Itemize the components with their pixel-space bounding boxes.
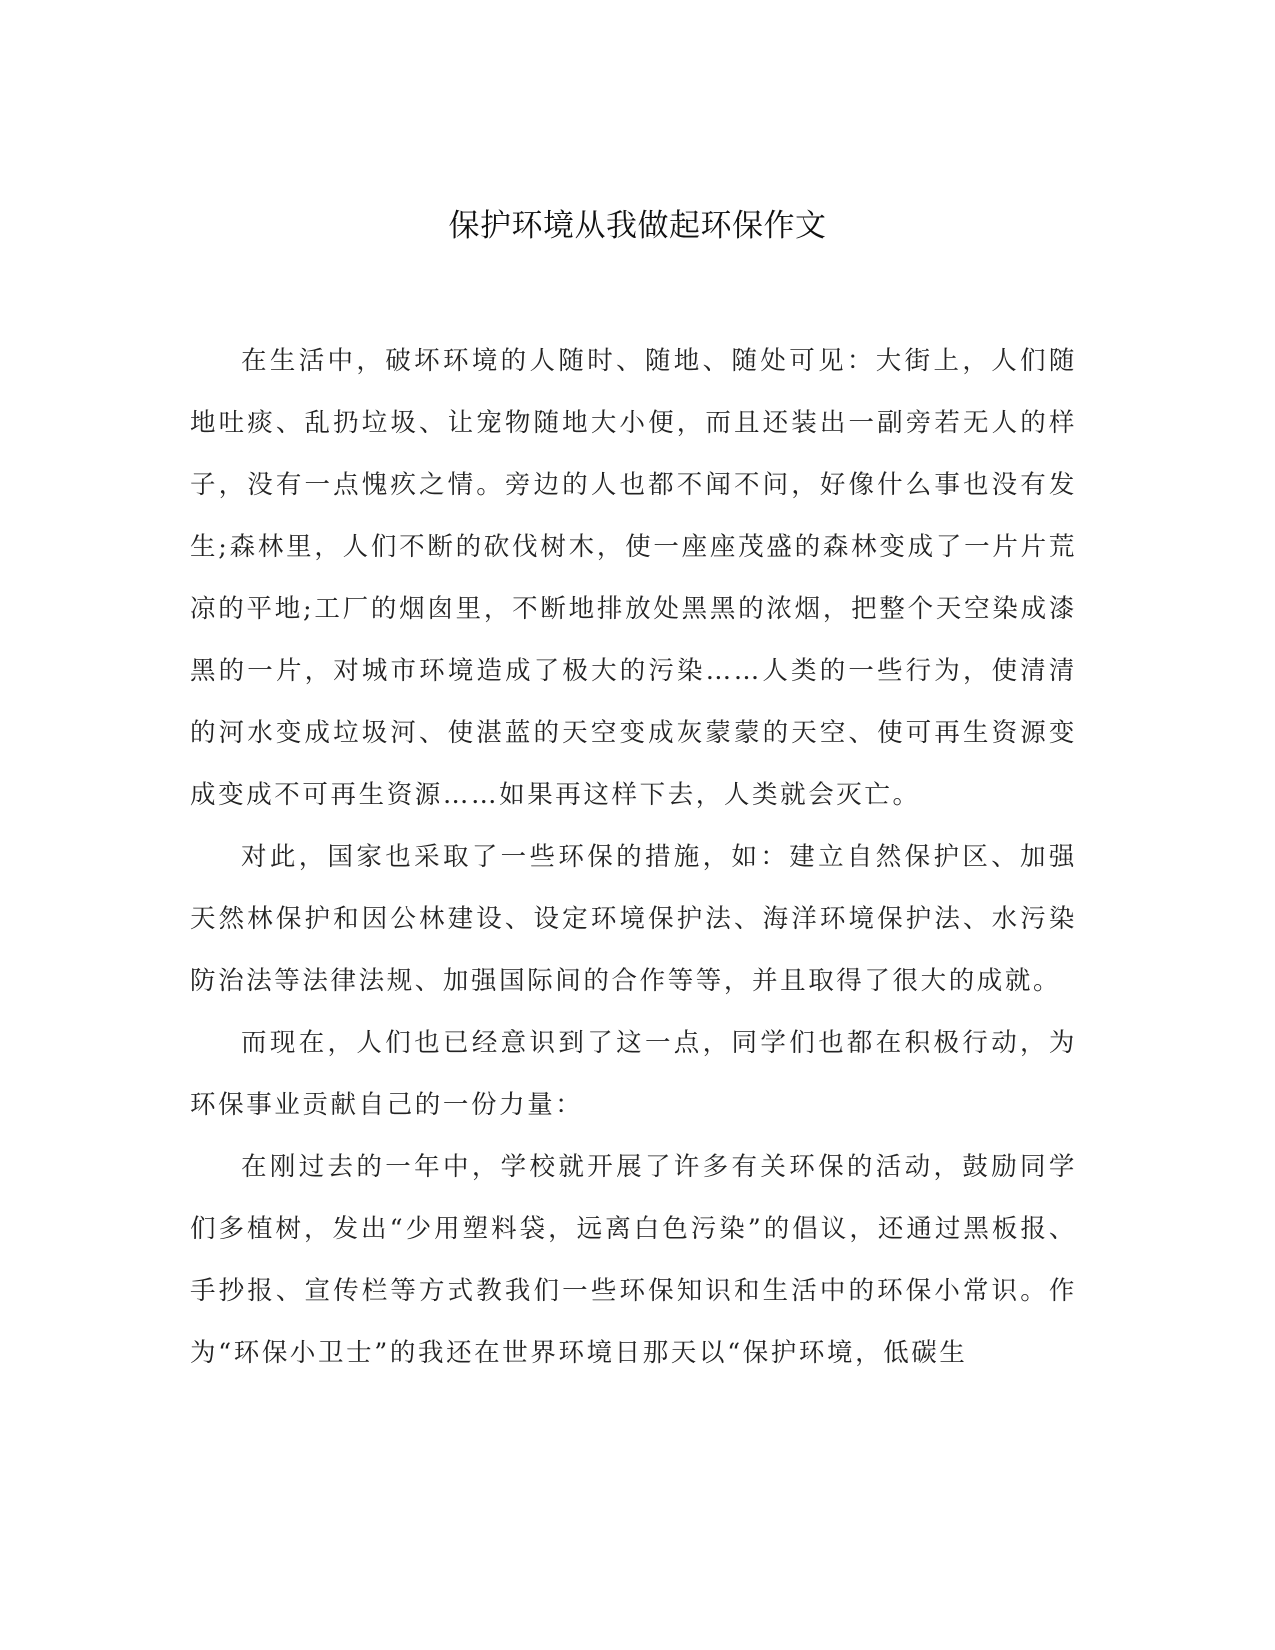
paragraph: 而现在，人们也已经意识到了这一点，同学们也都在积极行动，为环保事业贡献自己的一份力量： xyxy=(190,1028,1077,1120)
paragraph: 在刚过去的一年中，学校就开展了许多有关环保的活动，鼓励同学们多植树，发出“少用塑料袋，远离白色污染”的倡议，还通过黑板报、手抄报、宣传栏等方式教我们一些环保知识和生活中的环保小常识。作为“环保小卫士”的我还在世界环境日那天以“保护环境，低碳生 xyxy=(190,1152,1077,1368)
document-body xyxy=(190,330,1077,1384)
document-title: 保护环境从我做起环保作文 xyxy=(448,208,827,244)
paragraph: 在生活中，破坏环境的人随时、随地、随处可见：大街上，人们随地吐痰、乱扔垃圾、让宠物随地大小便，而且还装出一副旁若无人的样子，没有一点愧疚之情。旁边的人也都不闻不问，好像什么事也没有发生;森林里，人们不断的砍伐树木，使一座座茂盛的森林变成了一片片荒凉的平地;工厂的烟囱里，不断地排放处黑黑的浓烟，把整个天空染成漆黑的一片，对城市环境造成了极大的污染……人类的一些行为，使清清的河水变成垃圾河、使湛蓝的天空变成灰蒙蒙的天空、使可再生资源变成变成不可再生资源……如果再这样下去，人类就会灭亡。 xyxy=(190,346,1077,810)
paragraph: 对此，国家也采取了一些环保的措施，如：建立自然保护区、加强天然林保护和因公林建设、设定环境保护法、海洋环境保护法、水污染防治法等法律法规、加强国际间的合作等等，并且取得了很大的成就。 xyxy=(190,842,1077,996)
